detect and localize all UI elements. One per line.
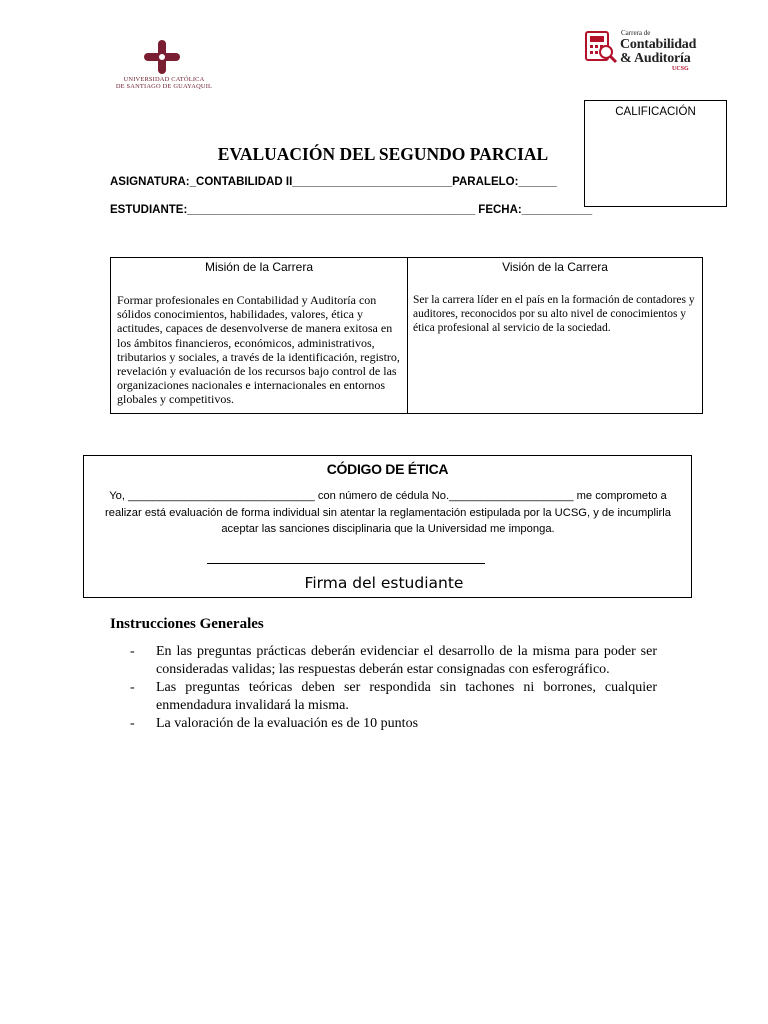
signature-label: Firma del estudiante bbox=[304, 574, 464, 592]
instruction-text: La valoración de la evaluación es de 10 puntos bbox=[156, 716, 419, 731]
mission-column bbox=[111, 258, 408, 413]
exam-title: EVALUACIÓN DEL SEGUNDO PARCIAL bbox=[217, 144, 549, 164]
bullet-dash: - bbox=[130, 716, 135, 731]
mission-text: Formar profesionales en Contabilidad y Auditoría con sólidos conocimientos, habilidades, valores, ética y actitudes, capaces de desenvolverse de manera exitosa en los ámbitos financieros, económicos, administrativos, tributarios y sociales, a través de la identificación, registro, revelación y evaluación de los recursos bajo control de las organizaciones nacionales e internacionales en entornos globales y competitivos. bbox=[117, 293, 400, 407]
signature-line[interactable] bbox=[207, 563, 485, 564]
instruction-text: En las preguntas prácticas deberán evidenciar el desarrollo de la misma para poder ser consideradas validas; las respuestas deberán estar consignadas con esferográfico. bbox=[156, 644, 657, 677]
career-small-label: Carrera de bbox=[621, 29, 651, 37]
vision-column bbox=[408, 258, 702, 413]
career-tag: UCSG bbox=[672, 66, 689, 72]
career-name-line2: & Auditoría bbox=[620, 51, 691, 66]
bullet-dash: - bbox=[130, 680, 135, 695]
list-item bbox=[130, 679, 657, 714]
calculator-magnifier-icon bbox=[584, 30, 618, 64]
list-item bbox=[130, 715, 657, 733]
list-item bbox=[130, 643, 657, 678]
instruction-text: Las preguntas teóricas deben ser respondida sin tachones ni borrones, cualquier enmendadura invalidará la misma. bbox=[156, 680, 657, 713]
cross-emblem-icon bbox=[144, 40, 180, 74]
ethics-title: CÓDIGO DE ÉTICA bbox=[326, 461, 449, 477]
career-logo bbox=[584, 28, 714, 76]
vision-title: Visión de la Carrera bbox=[502, 260, 608, 274]
instructions-title: Instrucciones Generales bbox=[110, 616, 264, 632]
career-name-line1: Contabilidad bbox=[620, 37, 697, 52]
vision-text: Ser la carrera líder en el país en la formación de contadores y auditores, reconocidos por su alto nivel de conocimientos y ética profesional al servicio de la sociedad. bbox=[413, 294, 695, 335]
university-logo bbox=[108, 40, 220, 92]
bullet-dash: - bbox=[130, 644, 135, 659]
mission-vision-table bbox=[110, 257, 703, 414]
university-name-line2: DE SANTIAGO DE GUAYAQUIL bbox=[115, 83, 213, 90]
ethics-text: Yo, ______________________________ con número de cédula No.____________________ me comprometo a realizar está evaluación de forma individual sin atentar la reglamentación estipulada por la UCSG, y de incumplirla aceptar las sanciones disciplinaria que la Universidad me imponga. bbox=[105, 490, 671, 535]
grade-label: CALIFICACIÓN bbox=[615, 106, 696, 118]
university-name bbox=[108, 76, 220, 90]
mission-title: Misión de la Carrera bbox=[204, 260, 314, 274]
instructions-list bbox=[130, 643, 657, 734]
university-name-line1: UNIVERSIDAD CATÓLICA bbox=[123, 76, 205, 83]
subject-line: ASIGNATURA:_CONTABILIDAD II_________________________PARALELO:______ bbox=[110, 176, 557, 188]
student-line: ESTUDIANTE:_____________________________________________ FECHA:___________ bbox=[110, 204, 593, 216]
